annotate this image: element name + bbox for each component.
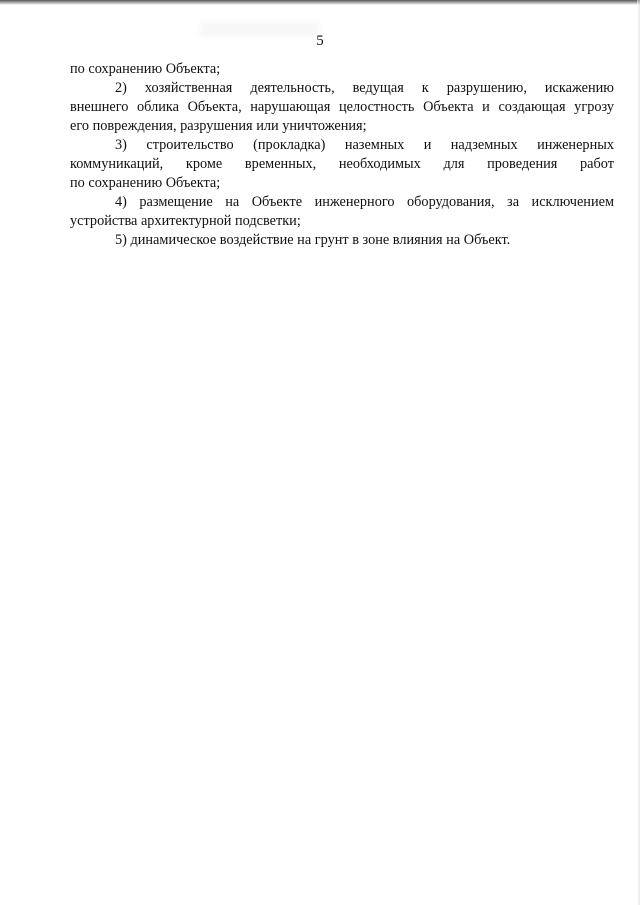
page-number: 5 xyxy=(316,33,324,49)
list-item-3-line-3: по сохранению Объекта; xyxy=(70,175,221,191)
list-item-3-line-1: 3) строительство (прокладка) наземных и надземных инженерных xyxy=(115,137,614,153)
list-item-2-line-1: 2) хозяйственная деятельность, ведущая к разрушению, искажению xyxy=(115,80,614,96)
list-item-2-line-2: внешнего облика Объекта, нарушающая целостность Объекта и создающая угрозу xyxy=(70,99,614,115)
list-item-5-line-1: 5) динамическое воздействие на грунт в зоне влияния на Объект. xyxy=(115,232,511,248)
list-item-4-line-1: 4) размещение на Объекте инженерного оборудования, за исключением xyxy=(115,194,614,210)
list-item-4-line-2: устройства архитектурной подсветки; xyxy=(70,213,301,229)
list-item-2-line-3: его повреждения, разрушения или уничтожения; xyxy=(70,118,367,134)
scan-top-edge xyxy=(0,0,640,5)
text-line: по сохранению Объекта; xyxy=(70,61,221,77)
document-body xyxy=(70,60,614,250)
list-item-3-line-2: коммуникаций, кроме временных, необходимых для проведения работ xyxy=(70,156,614,172)
